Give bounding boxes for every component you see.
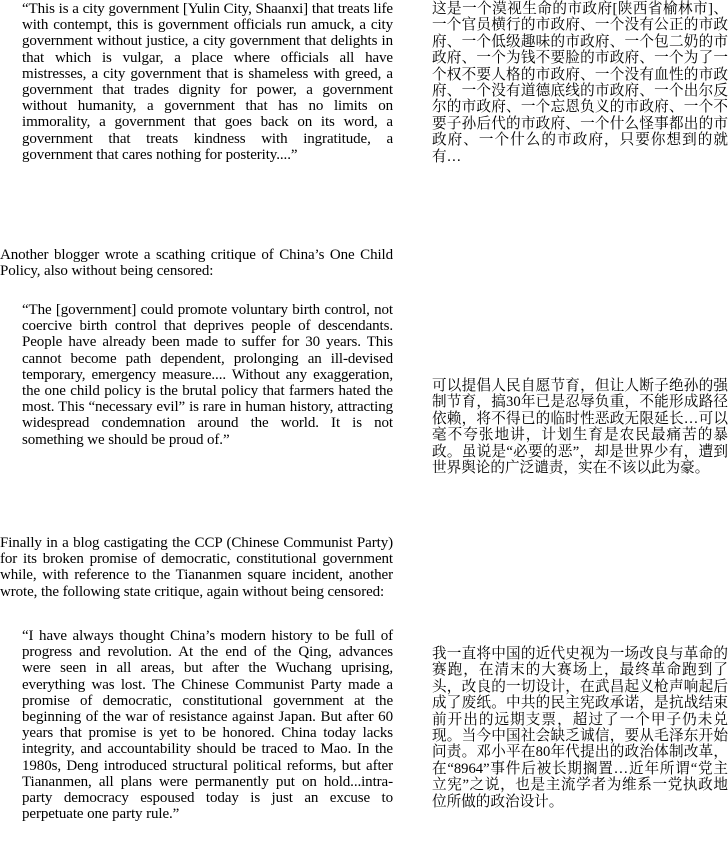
paragraph-one-child-intro: Another blogger wrote a scathing critique of China’s One Child Policy, also without being censored: xyxy=(0,247,393,280)
english-quote-one-child-policy: “The [government] could promote voluntary birth control, not coercive birth control that deprives people of descendants. People have already been made to suffer for 30 years. This cannot become path dependent, prolonging an ill-devised temporary, emergency measure.... Without any exaggeration, the one child policy is the brutal policy that farmers hated the most. This “necessary evil” is rare in human history, attracting widespread condemnation around the world. It is not something we should be proud of.” xyxy=(22,302,393,448)
paragraph-ccp-intro: Finally in a blog castigating the CCP (Chinese Communist Party) for its broken promise of democratic, constitutional government while, with reference to the Tiananmen square incident, another wrote, the following state critique, again without being censored: xyxy=(0,535,393,600)
chinese-quote-yulin-government: 这是一个漠视生命的市政府[陕西省榆林市]、一个官员横行的市政府、一个没有公正的市政府、一个低级趣味的市政府、一个包二奶的市政府、一个为钱不要脸的市政府、一个为了一个权不要人格的市政府、一个没有血性的市政府、一个没有道德底线的市政府、一个出尔反尔的市政府、一个忘恩负义的市政府、一个不要子孙后代的市政府、一个什么怪事都出的市政府、一个什么的市政府，只要你想到的就有… xyxy=(432,1,728,165)
english-quote-yulin-government: “This is a city government [Yulin City, Shaanxi] that treats life with contempt, this is government officials run amuck, a city government without justice, a city government that delights in that which is vulgar, a place where officials all have mistresses, a city government that is shameless with greed, a government that trades dignity for power, a government without humanity, a government that has no limits on immorality, a government that goes back on its word, a government that treats kindness with ingratitude, a government that cares nothing for posterity....” xyxy=(22,1,393,163)
chinese-quote-one-child-policy: 可以提倡人民自愿节育，但让人断子绝孙的强制节育，搞30年已是忍辱负重，不能形成路径依赖，将不得已的临时性恶政无限延长…可以毫不夸张地讲，计划生育是农民最痛苦的暴政。虽说是“必要的恶”，却是世界少有，遭到世界舆论的广泛谴责，实在不该以此为豪。 xyxy=(432,378,728,477)
english-quote-ccp-history: “I have always thought China’s modern history to be full of progress and revolution. At the end of the Qing, advances were seen in all areas, but after the Wuchang uprising, everything was lost. The Chinese Communist Party made a promise of democratic, constitutional government at the beginning of the war of resistance against Japan. But after 60 years that promise is yet to be honored. China today lacks integrity, and accountability should be traced to Mao. In the 1980s, Deng introduced structural political reforms, but after Tiananmen, all plans were permanently put on hold...intra- party democracy espoused today is just an excuse to perpetuate one party rule.” xyxy=(22,628,393,823)
chinese-quote-ccp-history: 我一直将中国的近代史视为一场改良与革命的赛跑，在清末的大赛场上，最终革命跑到了头，改良的一切设计，在武昌起义枪声响起后成了废纸。中共的民主宪政承诺，是抗战结束前开出的远期支票，超过了一个甲子仍未兑现。当今中国社会缺乏诚信，要从毛泽东开始问责。邓小平在80年代提出的政治体制改革，在“8964”事件后被长期搁置…近年所谓“党主立宪”之说，也是主流学者为维系一党执政地位所做的政治设计。 xyxy=(432,646,728,810)
